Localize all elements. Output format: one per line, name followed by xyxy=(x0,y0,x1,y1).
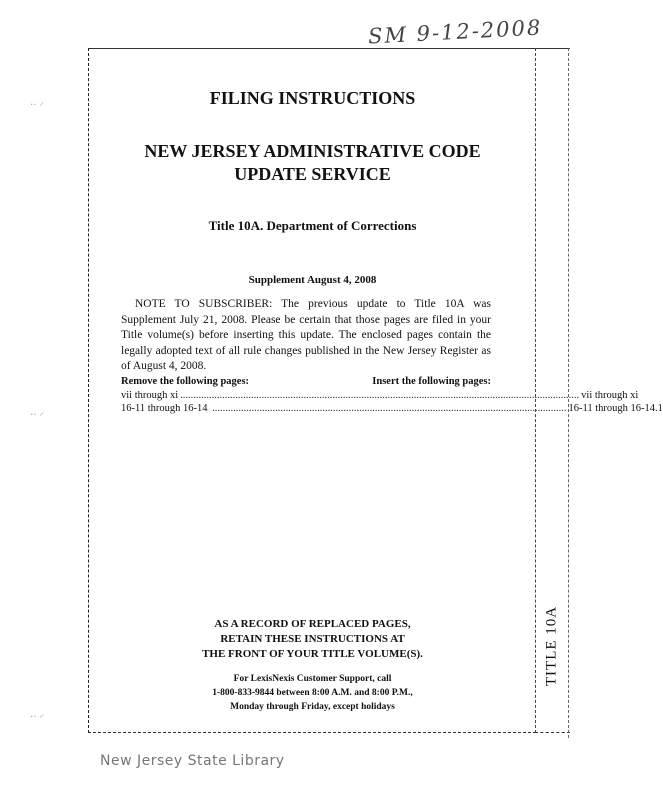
insert-header: Insert the following pages: xyxy=(372,376,491,387)
support-line1: For LexisNexis Customer Support, call xyxy=(233,674,392,684)
record-notice-line3: THE FRONT OF YOUR TITLE VOLUME(S). xyxy=(202,648,423,660)
scan-speck: ‥ ⸝ xyxy=(30,709,45,720)
handwritten-date-stamp: SM 9-12-2008 xyxy=(367,15,543,49)
title-heading: Title 10A. Department of Corrections xyxy=(208,218,417,233)
filing-instructions-heading: FILING INSTRUCTIONS xyxy=(209,88,416,108)
dot-leader: ....................................................................................................................................... xyxy=(209,403,567,414)
pages-table-header xyxy=(121,376,491,387)
scan-speck: ‥ ⸝ xyxy=(30,97,45,108)
code-title-line1: NEW JERSEY ADMINISTRATIVE CODE xyxy=(144,141,481,161)
dot-leader: ........................................................................................................................................................ xyxy=(180,390,580,401)
remove-header: Remove the following pages: xyxy=(121,376,250,387)
support-line2: 1-800-833-9844 between 8:00 A.M. and 8:00 P.M., xyxy=(212,688,413,698)
note-to-subscriber: NOTE TO SUBSCRIBER: The previous update to Title 10A was Supplement July 21, 2008. Please be certain that those pages are filed in your Title volume(s) before inserting this update. The enclosed pages contain the legally adopted text of all rule changes published in the New Jersey Register as of August 4, 2008. xyxy=(121,298,491,372)
insert-pages: vii through xi xyxy=(581,390,639,401)
pages-table-row xyxy=(121,390,639,401)
pages-table-row xyxy=(121,403,663,414)
remove-pages: vii through xi xyxy=(121,390,179,401)
record-notice-line2: RETAIN THESE INSTRUCTIONS AT xyxy=(220,633,405,645)
side-tab-title xyxy=(535,601,569,691)
insert-pages: 16-11 through 16-14.1 xyxy=(568,403,663,414)
remove-pages: 16-11 through 16-14 xyxy=(121,403,208,414)
record-notice-line1: AS A RECORD OF REPLACED PAGES, xyxy=(214,618,411,630)
side-tab-label: TITLE 10A xyxy=(543,605,560,687)
supplement-date: Supplement August 4, 2008 xyxy=(248,274,377,286)
scan-speck: ‥ ⸝ xyxy=(30,407,45,418)
library-watermark: New Jersey State Library xyxy=(100,753,285,769)
support-line3: Monday through Friday, except holidays xyxy=(230,702,395,712)
code-title-line2: UPDATE SERVICE xyxy=(234,164,391,184)
